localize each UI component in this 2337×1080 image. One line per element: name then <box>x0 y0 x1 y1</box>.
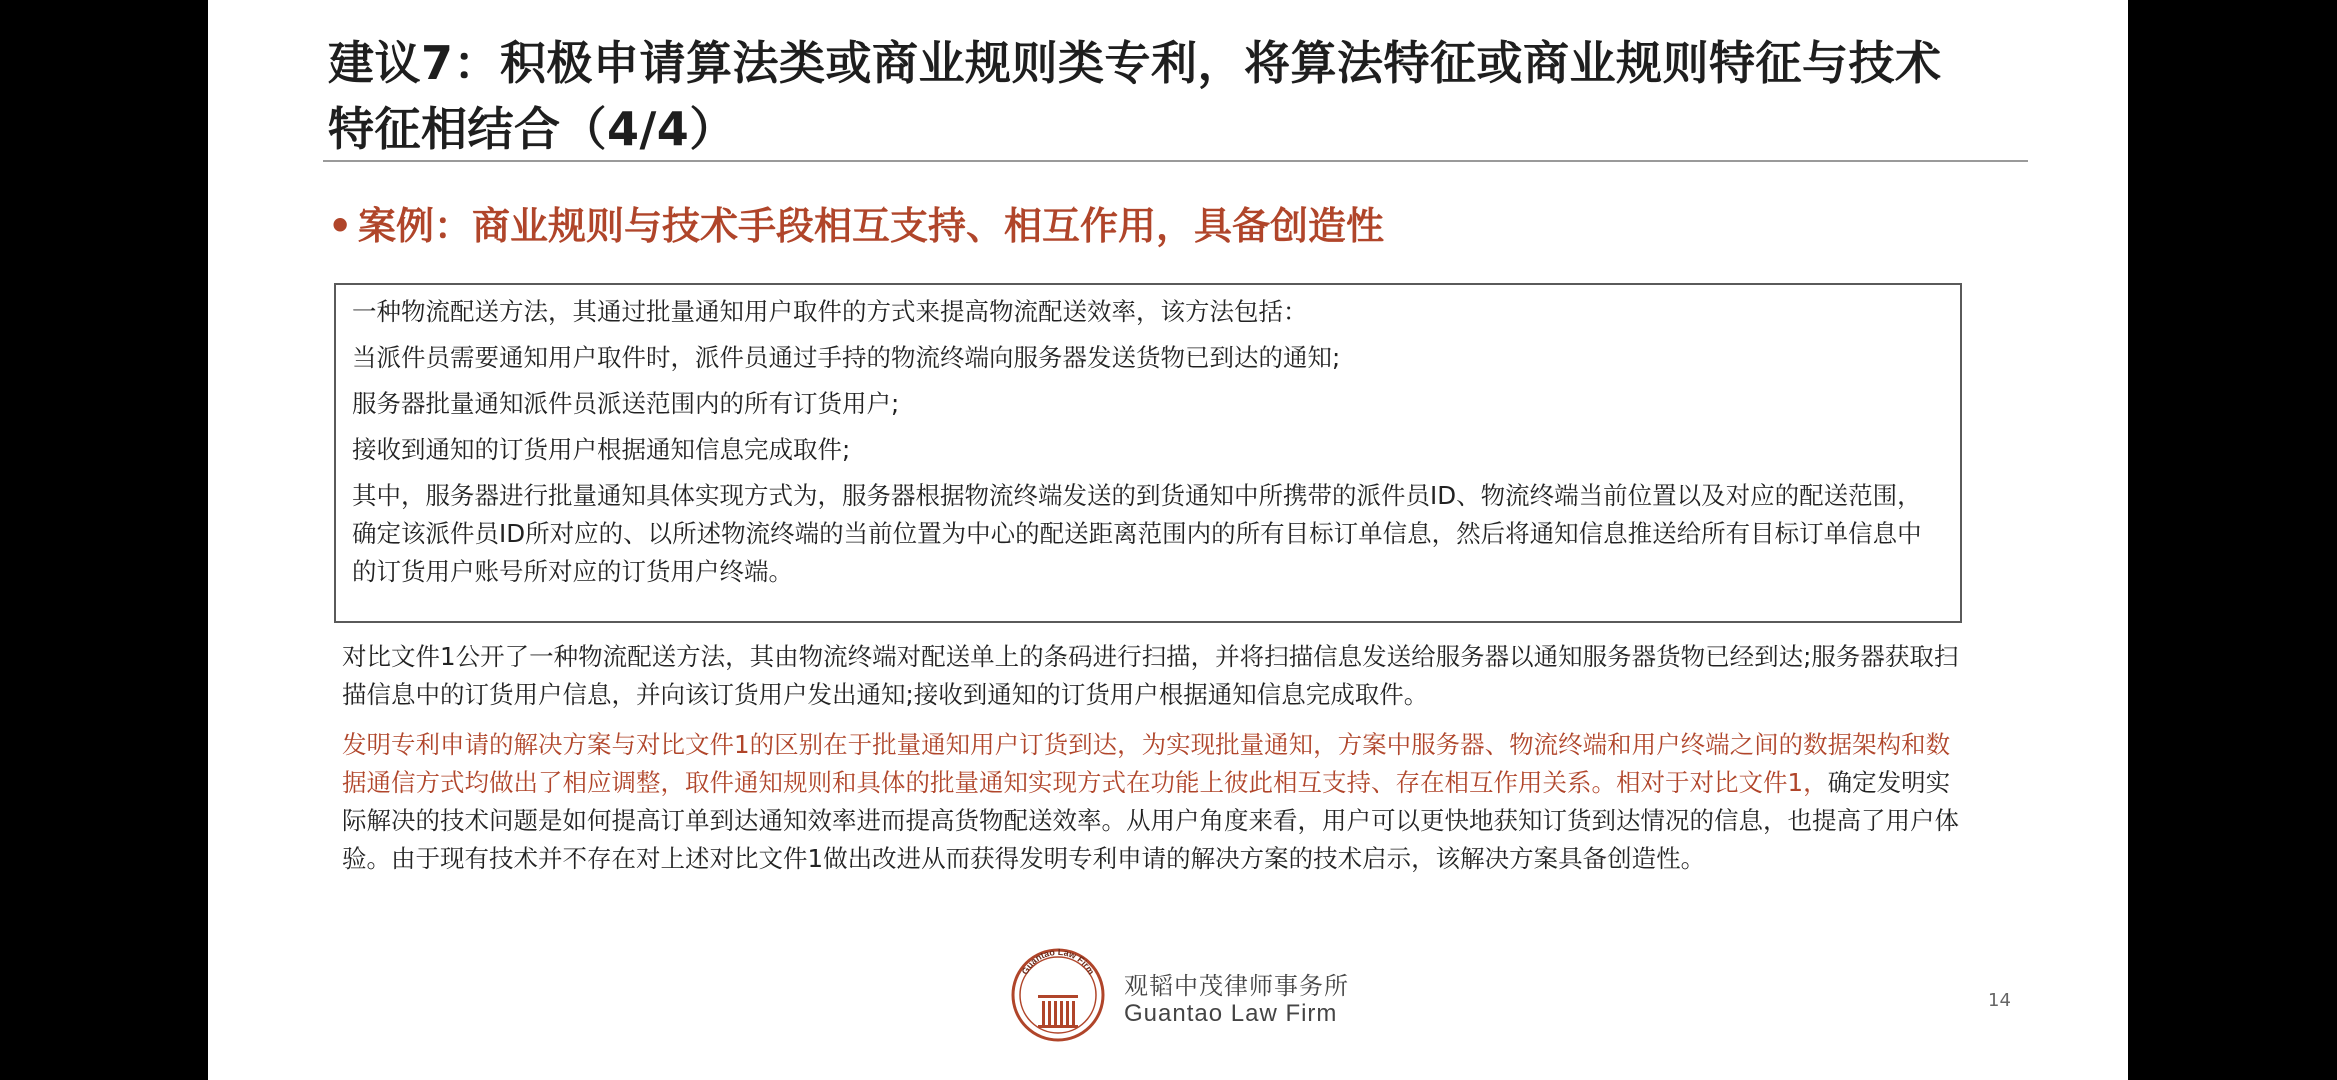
slide-title <box>328 30 2068 162</box>
firm-logo-icon <box>1008 945 1108 1045</box>
bullet-icon: • <box>328 204 353 248</box>
slide-title-line-1: 建议7：积极申请算法类或商业规则类专利，将算法特征或商业规则特征与技术 <box>328 36 1942 90</box>
claim-line-5: 其中，服务器进行批量通知具体实现方式为，服务器根据物流终端发送的到货通知中所携带的派件员ID、物流终端当前位置以及对应的配送范围，确定该派件员ID所对应的、以所述物流终端的当前位置为中心的配送距离范围内的所有目标订单信息，然后将通知信息推送给所有目标订单信息中的订货用户账号所对应的订货用户终端。 <box>352 481 1922 586</box>
firm-name-en: Guantao Law Firm <box>1124 1000 1338 1027</box>
firm-name-cn: 观韬中茂律师事务所 <box>1124 972 1349 1000</box>
slide <box>208 0 2128 1080</box>
analysis-rest: 确定发明实际解决的技术问题是如何提高订单到达通知效率进而提高货物配送效率。从用户角度来看，用户可以更快地获知订货到达情况的信息，也提高了用户体验。由于现有技术并不存在对上述对比文件1做出改进从而获得发明专利申请的解决方案的技术启示，该解决方案具备创造性。 <box>342 768 1959 873</box>
claim-line-3: 服务器批量通知派件员派送范围内的所有订货用户; <box>352 389 900 418</box>
firm-logo-text: Guantao Law Firm <box>1019 946 1097 977</box>
body-text <box>342 638 1962 878</box>
case-subtitle <box>328 196 1384 256</box>
page-number: 14 <box>1988 990 2011 1011</box>
comparison-paragraph: 对比文件1公开了一种物流配送方法，其由物流终端对配送单上的条码进行扫描，并将扫描信息发送给服务器以通知服务器货物已经到达;服务器获取扫描信息中的订货用户信息，并向该订货用户发出通知;接收到通知的订货用户根据通知信息完成取件。 <box>342 642 1959 709</box>
title-divider <box>323 160 2028 162</box>
claim-line-2: 当派件员需要通知用户取件时，派件员通过手持的物流终端向服务器发送货物已到达的通知; <box>352 343 1341 372</box>
slide-title-line-2: 特征相结合（4/4） <box>328 102 736 156</box>
claim-line-4: 接收到通知的订货用户根据通知信息完成取件; <box>352 435 851 464</box>
analysis-paragraph <box>342 726 1962 878</box>
analysis-highlight: 发明专利申请的解决方案与对比文件1的区别在于批量通知用户订货到达，为实现批量通知，方案中服务器、物流终端和用户终端之间的数据架构和数据通信方式均做出了相应调整，取件通知规则和具体的批量通知实现方式在功能上彼此相互支持、存在相互作用关系。相对于对比文件1， <box>342 730 1951 797</box>
claim-box <box>334 283 1962 623</box>
case-subtitle-text: 案例：商业规则与技术手段相互支持、相互作用，具备创造性 <box>358 204 1385 248</box>
claim-line-1: 一种物流配送方法，其通过批量通知用户取件的方式来提高物流配送效率，该方法包括： <box>352 297 1308 326</box>
